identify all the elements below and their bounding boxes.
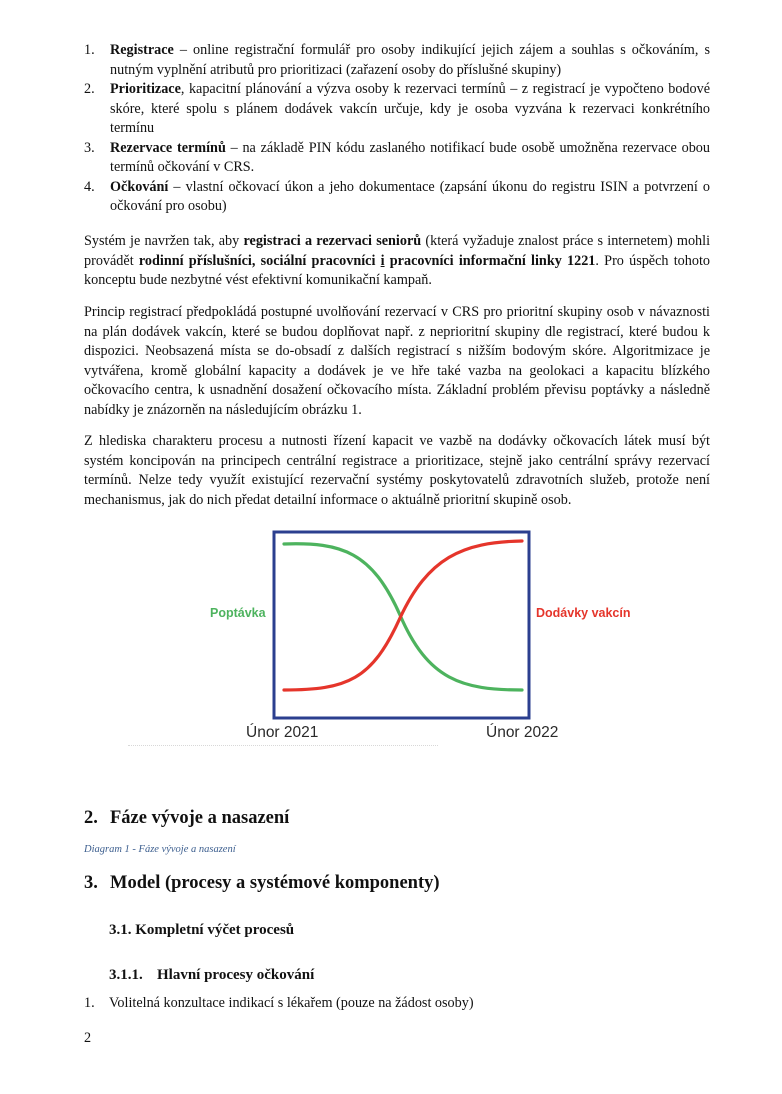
list-number: 1. bbox=[84, 995, 95, 1011]
supply-label: Dodávky vakcín bbox=[536, 606, 631, 620]
bold-text: registraci a rezervaci seniorů bbox=[243, 233, 422, 249]
list-item bbox=[84, 41, 710, 80]
list-number: 3. bbox=[84, 139, 95, 156]
paragraph-central-registration: Z hlediska charakteru procesu a nutnosti řízení kapacit ve vazbě na dodávky očkovacích látek musí být systém koncipován na principech centrální registrace a prioritizace, stejně jako centrální správy rezervací termínů. Nelze tedy využít existující rezervační systémy poskytovatelů zdravotních služeb, protože není mechanismus, jak do nich předat detailní informace o aktuálně prioritní skupině osob. bbox=[84, 433, 710, 508]
section-heading bbox=[84, 874, 440, 894]
section-number: 3. bbox=[84, 873, 98, 893]
list-term: Rezervace termínů bbox=[110, 139, 226, 156]
list-text: Volitelná konzultace indikací s lékařem (pouze na žádost osoby) bbox=[109, 995, 474, 1011]
bold-text: rodinní příslušníci, sociální pracovníci bbox=[138, 252, 381, 269]
list-number: 1. bbox=[84, 42, 95, 58]
list-text: – vlastní očkovací úkon a jeho dokumentace (zapsání úkonu do registru ISIN a potvrzení o očkování pro osobu) bbox=[110, 178, 710, 214]
end-date-label: Únor 2022 bbox=[486, 724, 559, 741]
list-number: 4. bbox=[84, 178, 95, 195]
subsubsection-title: Hlavní procesy očkování bbox=[157, 967, 315, 983]
list-text: – na základě PIN kódu zaslaného notifikací bude osobě umožněna rezervace obou termínů očkování v CRS. bbox=[110, 139, 710, 175]
list-number: 2. bbox=[84, 81, 95, 97]
text: . Pro úspěch tohoto konceptu bude nezbytné vést efektivní komunikační kampaň. bbox=[84, 252, 710, 288]
list-term: Prioritizace bbox=[110, 81, 181, 97]
paragraph-registration-principle: Princip registrací předpokládá postupné uvolňování rezervací v CRS pro prioritní skupiny osob v návaznosti na plán dodávek vakcín, které se budou doplňovat např. z neprioritní skupiny dle registrací, které budou k dispozici. Neobsazená místa se do-obsadí z dalších registrací s nižším bodovým skóre. Algoritmizace je vytvářena, kromě globální kapacity a dodávek je ve hře také vazba na geolokaci a kapacitu blízkého očkovacího centra, k usnadnění dosažení očkovacího místa. Základní problém převisu poptávky a následně nabídky je znázorněn na následujícím obrázku 1. bbox=[84, 304, 710, 418]
list-text: – online registrační formulář pro osoby indikující jejich zájem a souhlas s očkováním, s nutným vyplnění atributů pro prioritizaci (zařazení osoby do příslušné skupiny) bbox=[110, 42, 710, 78]
process-steps-list bbox=[84, 41, 710, 217]
page-number: 2 bbox=[84, 1030, 92, 1046]
supply-demand-plot bbox=[272, 530, 534, 720]
list-item bbox=[84, 80, 710, 139]
supply-demand-figure bbox=[200, 528, 631, 758]
list-item bbox=[84, 994, 474, 1014]
section-number: 2. bbox=[84, 808, 98, 828]
section-title: Fáze vývoje a nasazení bbox=[110, 808, 290, 828]
list-item bbox=[84, 139, 710, 178]
bold-underlined-text: i bbox=[380, 252, 385, 269]
demand-label: Poptávka bbox=[210, 606, 266, 620]
divider bbox=[128, 745, 438, 746]
paragraph-seniors bbox=[84, 232, 710, 291]
figure-caption: Diagram 1 - Fáze vývoje a nasazení bbox=[84, 844, 236, 855]
start-date-label: Únor 2021 bbox=[246, 724, 319, 741]
section-heading bbox=[84, 809, 289, 829]
list-item bbox=[84, 178, 710, 217]
subsubsection-number: 3.1.1. bbox=[109, 967, 143, 983]
subsection-heading: 3.1. Kompletní výčet procesů bbox=[109, 922, 295, 938]
bold-text: pracovníci informační linky 1221 bbox=[384, 252, 596, 269]
text: (která vyžaduje znalost práce s internetem) mohli provádět bbox=[84, 233, 711, 269]
section-title: Model (procesy a systémové komponenty) bbox=[110, 873, 440, 893]
subsubsection-heading bbox=[109, 966, 314, 986]
list-term: Registrace bbox=[110, 42, 174, 58]
list-text: , kapacitní plánování a výzva osoby k rezervaci termínů – z registrací je vypočteno bodové skóre, které spolu s plánem dodávek vakcín určuje, kdy je osoba vyzvána k rezervaci konkrétního termínu bbox=[110, 81, 710, 136]
text: Systém je navržen tak, aby bbox=[84, 233, 244, 249]
list-term: Očkování bbox=[110, 178, 169, 195]
